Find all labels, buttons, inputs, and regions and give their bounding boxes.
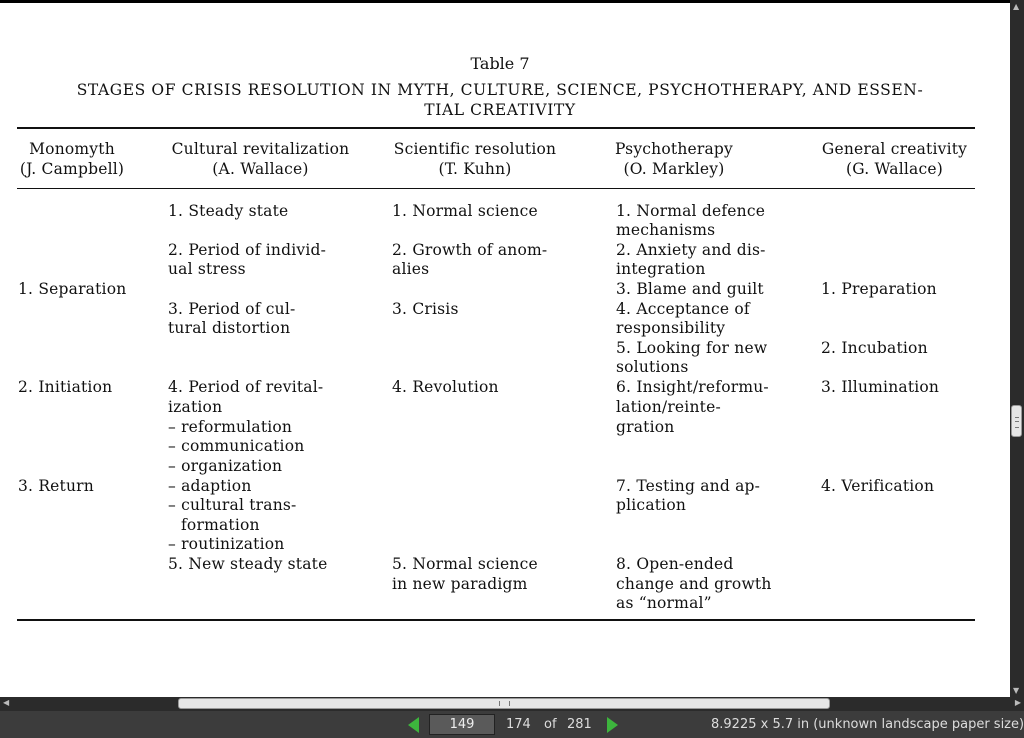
header-cultural-revitalization: Cultural revitalization (A. Wallace) bbox=[171, 140, 350, 178]
grip-icon bbox=[499, 701, 510, 706]
current-page-number: 174 bbox=[506, 717, 531, 732]
psychotherapy-item: mechanisms bbox=[616, 221, 716, 239]
scientific-item: in new paradigm bbox=[392, 575, 528, 593]
monomyth-return: 3. Return bbox=[18, 477, 94, 495]
header-scientific-resolution: Scientific resolution (T. Kuhn) bbox=[393, 140, 557, 178]
table-bottom-rule bbox=[17, 619, 975, 621]
psychotherapy-item: 6. Insight/reformu- bbox=[616, 378, 769, 396]
psychotherapy-item: 2. Anxiety and dis- bbox=[616, 241, 766, 259]
monomyth-initiation: 2. Initiation bbox=[18, 378, 113, 396]
cultural-item: ization bbox=[168, 398, 223, 416]
table-header-rule bbox=[17, 188, 975, 189]
vertical-scroll-thumb[interactable] bbox=[1011, 405, 1022, 437]
psychotherapy-item: 4. Acceptance of bbox=[616, 300, 750, 318]
cultural-item: – reformulation bbox=[168, 418, 293, 436]
cultural-item: – routinization bbox=[168, 535, 285, 553]
page-of-label: of bbox=[544, 717, 557, 732]
scroll-up-arrow-icon[interactable]: ▲ bbox=[1013, 2, 1020, 11]
cultural-item: ual stress bbox=[168, 260, 246, 278]
psychotherapy-item: gration bbox=[616, 418, 675, 436]
cultural-item: – adaption bbox=[168, 477, 252, 495]
psychotherapy-item: lation/reinte- bbox=[616, 398, 721, 416]
scientific-item: 4. Revolution bbox=[392, 378, 499, 396]
paper-size-label: 8.9225 x 5.7 in (unknown landscape paper size) bbox=[711, 717, 1024, 732]
table-top-rule bbox=[17, 127, 975, 129]
psychotherapy-item: 5. Looking for new bbox=[616, 339, 768, 357]
psychotherapy-item: plication bbox=[616, 496, 687, 514]
scientific-item: 1. Normal science bbox=[392, 202, 538, 220]
vertical-scrollbar[interactable] bbox=[1010, 0, 1024, 697]
psychotherapy-item: solutions bbox=[616, 358, 689, 376]
previous-page-icon[interactable] bbox=[408, 717, 419, 733]
scientific-item: alies bbox=[392, 260, 430, 278]
psychotherapy-item: as “normal” bbox=[616, 594, 712, 612]
psychotherapy-item: change and growth bbox=[616, 575, 772, 593]
psychotherapy-item: responsibility bbox=[616, 319, 726, 337]
cultural-item: formation bbox=[181, 516, 260, 534]
cultural-item: tural distortion bbox=[168, 319, 291, 337]
scroll-right-arrow-icon[interactable]: ▶ bbox=[1014, 698, 1021, 707]
psychotherapy-item: 7. Testing and ap- bbox=[616, 477, 761, 495]
table-title-line2: TIAL CREATIVITY bbox=[424, 101, 576, 119]
general-creativity-item: 1. Preparation bbox=[821, 280, 937, 298]
horizontal-scroll-thumb[interactable] bbox=[178, 698, 830, 709]
psychotherapy-item: integration bbox=[616, 260, 706, 278]
table-caption: Table 7 bbox=[470, 54, 530, 73]
cultural-item: 2. Period of individ- bbox=[168, 241, 327, 259]
table-title-line1: STAGES OF CRISIS RESOLUTION IN MYTH, CULTURE, SCIENCE, PSYCHOTHERAPY, AND ESSEN- bbox=[76, 81, 924, 99]
scroll-down-arrow-icon[interactable]: ▼ bbox=[1013, 686, 1020, 695]
scientific-item: 3. Crisis bbox=[392, 300, 459, 318]
cultural-item: 4. Period of revital- bbox=[168, 378, 324, 396]
cultural-item: – organization bbox=[168, 457, 283, 475]
general-creativity-item: 2. Incubation bbox=[821, 339, 928, 357]
cultural-item: 5. New steady state bbox=[168, 555, 328, 573]
horizontal-scrollbar[interactable] bbox=[0, 697, 1024, 711]
grip-icon bbox=[1015, 417, 1019, 428]
cultural-item: – communication bbox=[168, 437, 305, 455]
header-general-creativity: General creativity (G. Wallace) bbox=[821, 140, 968, 178]
psychotherapy-item: 1. Normal defence bbox=[616, 202, 766, 220]
monomyth-separation: 1. Separation bbox=[18, 280, 127, 298]
general-creativity-item: 3. Illumination bbox=[821, 378, 940, 396]
next-page-icon[interactable] bbox=[607, 717, 618, 733]
cultural-item: 1. Steady state bbox=[168, 202, 289, 220]
general-creativity-item: 4. Verification bbox=[821, 477, 935, 495]
scientific-item: 2. Growth of anom- bbox=[392, 241, 548, 259]
scroll-left-arrow-icon[interactable]: ◀ bbox=[3, 698, 10, 707]
status-bar bbox=[0, 711, 1024, 738]
header-monomyth: Monomyth (J. Campbell) bbox=[19, 140, 125, 178]
psychotherapy-item: 3. Blame and guilt bbox=[616, 280, 764, 298]
header-psychotherapy: Psychotherapy (O. Markley) bbox=[614, 140, 734, 178]
page-number-input[interactable]: 149 bbox=[429, 714, 495, 735]
cultural-item: 3. Period of cul- bbox=[168, 300, 296, 318]
total-pages: 281 bbox=[567, 717, 592, 732]
cultural-item: – cultural trans- bbox=[168, 496, 297, 514]
document-page bbox=[0, 3, 1010, 697]
psychotherapy-item: 8. Open-ended bbox=[616, 555, 734, 573]
scientific-item: 5. Normal science bbox=[392, 555, 538, 573]
